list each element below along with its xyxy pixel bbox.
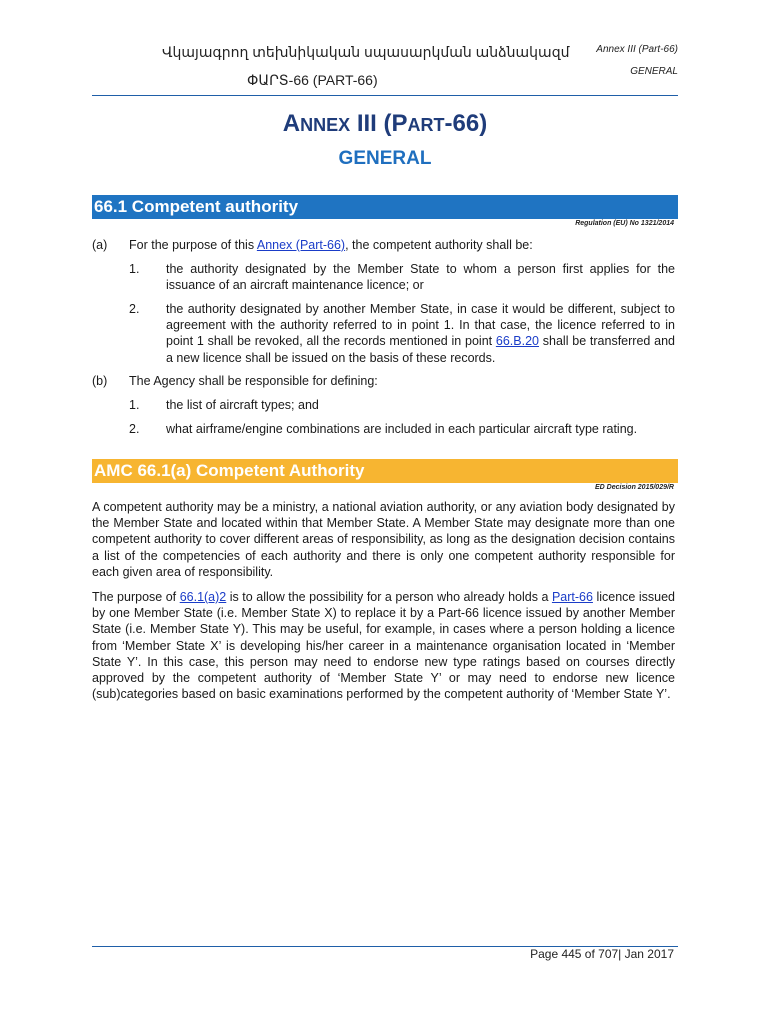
header-general-ref: GENERAL: [630, 66, 678, 77]
item-b1-number: 1.: [129, 398, 140, 412]
ed-decision-reference: ED Decision 2015/029/R: [595, 484, 674, 491]
item-b1-text: the list of aircraft types; and: [166, 398, 319, 412]
item-a-text: For the purpose of this Annex (Part-66), the competent authority shall be:: [129, 238, 533, 252]
item-b2-number: 2.: [129, 422, 140, 436]
annex-part-66-link[interactable]: Annex (Part-66): [256, 238, 346, 252]
document-page: [92, 0, 678, 1024]
item-a1-text: the authority designated by the Member State to whom a person first applies for the issuance of an aircraft maintenance licence; or: [166, 262, 675, 293]
66-b-20-link[interactable]: 66.B.20: [495, 334, 539, 349]
66-1-a-2-link[interactable]: 66.1(a)2: [179, 590, 227, 604]
header-annex-ref: Annex III (Part-66): [596, 44, 678, 55]
item-a2-text: the authority designated by another Member State, in case it would be different, subject to agreement with the authority referred to in point 1. In that case, the licence referred to in point 1 shall be revoked, all the records mentioned in point 66.B.20 shall be transferred and a new licence shall be issued on the basis of these records.: [166, 302, 675, 365]
page-number-footer: Page 445 of 707| Jan 2017: [530, 947, 674, 961]
general-title: GENERAL: [338, 148, 432, 169]
annex-title: ANNEX III (PART-66): [282, 110, 488, 137]
amc-paragraph-1: A competent authority may be a ministry, a national aviation authority, or any aviation body designated by the Member State and located within that Member State. A Member State may designate more than one competent authority to cover different areas of responsibility, as long as the designation decision contains a list of the competencies of each authority and there is only one competent authority responsible for each given area of responsibility.: [92, 500, 675, 579]
header-armenian-title: Վկայագրող տեխնիկական սպասարկման անձնակազմ: [162, 44, 570, 60]
section-heading-66-1: 66.1 Competent authority: [92, 195, 678, 219]
running-header: [92, 44, 678, 64]
item-label-b: (b): [92, 374, 108, 388]
item-label-a: (a): [92, 238, 108, 252]
header-part-line: ՓԱՐՏ-66 (PART-66): [247, 72, 378, 88]
regulation-reference: Regulation (EU) No 1321/2014: [575, 220, 674, 227]
section-heading-amc-66-1-a: AMC 66.1(a) Competent Authority: [92, 459, 678, 483]
running-header-second-line: [92, 66, 678, 92]
part-66-link[interactable]: Part-66: [551, 590, 593, 604]
item-b2-text: what airframe/engine combinations are included in each particular aircraft type rating.: [166, 422, 638, 436]
item-b-text: The Agency shall be responsible for defining:: [129, 374, 378, 388]
amc-paragraph-2: The purpose of 66.1(a)2 is to allow the possibility for a person who already holds a Part-66 licence issued by one Member State (i.e. Member State X) to replace it by a Part-66 licence issued by another Member State (i.e. Member State Y). This may be useful, for example, in cases where a person holding a licence from ‘Member State X’ is developing his/her career in a maintenance organisation located in ‘Member State Y’. In this case, this person may need to endorse new type ratings based on courses directly approved by the competent authority of ‘Member State Y’ or may need to endorse new licence (sub)categories based on basic examinations performed by the competent authority of ‘Member State Y’.: [92, 590, 676, 702]
item-a2-number: 2.: [129, 302, 140, 316]
item-a1-number: 1.: [129, 262, 140, 276]
header-rule: [92, 95, 678, 96]
